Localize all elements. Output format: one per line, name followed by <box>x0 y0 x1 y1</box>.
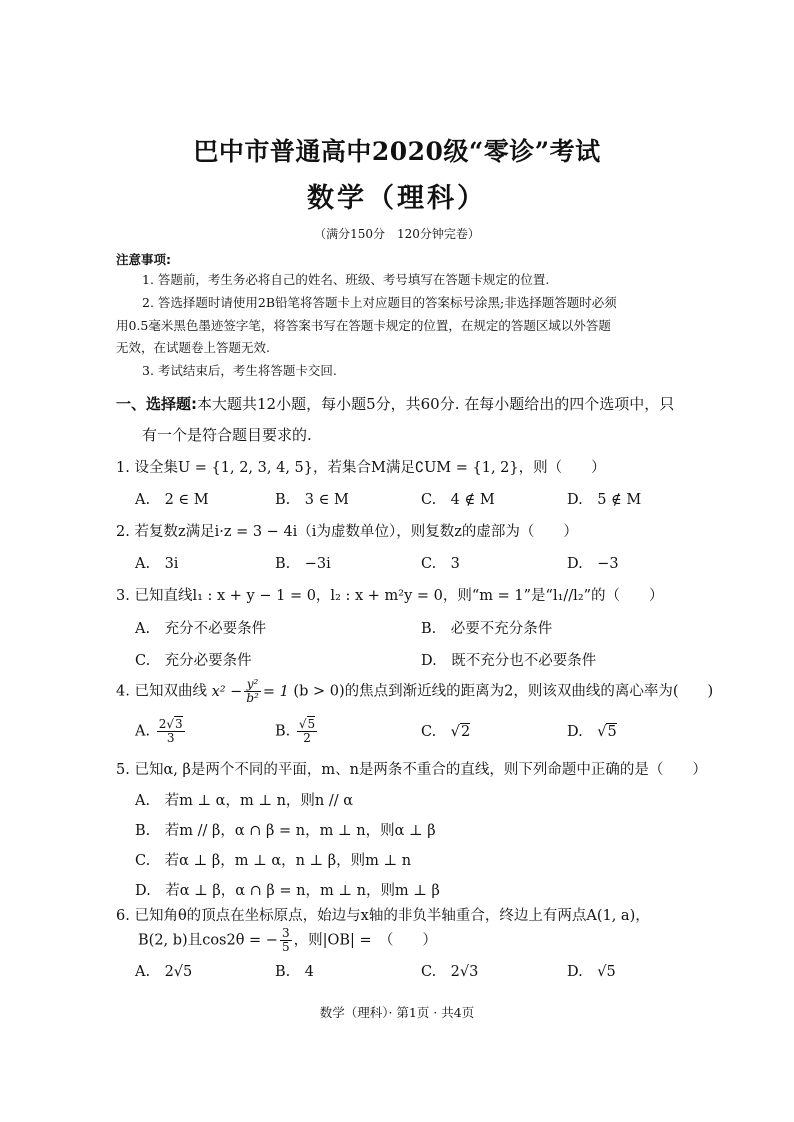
question-4 <box>116 678 713 705</box>
question-number: 6. <box>116 908 130 924</box>
question-2 <box>116 520 578 541</box>
option-a: A. 3i <box>135 556 179 572</box>
option-d: D. 5 ∉ M <box>567 492 642 508</box>
option-d: D. −3 <box>567 556 619 572</box>
hyperbola-equation: x² − $\frac{\text{y²}}{\text{b²}}$ = 1 <box>211 677 289 705</box>
question-number: 3. <box>116 588 130 604</box>
option-c: C. 3 <box>421 556 460 572</box>
option-c: C. 充分必要条件 <box>135 653 252 669</box>
question-stem: 已知α, β是两个不同的平面，m、n是两条不重合的直线，则下列命题中正确的是（ ） <box>134 762 707 778</box>
question-stem-end: (b > 0)的焦点到渐近线的距离为2，则该双曲线的离心率为( ) <box>293 683 714 700</box>
question-6 <box>116 904 650 925</box>
question-5 <box>116 758 707 779</box>
question-stem: 已知直线l₁ : x + y − 1 = 0，l₂ : x + m²y = 0，则“m = 1”是“l₁//l₂”的（ ） <box>134 588 664 604</box>
question-stem: 已知双曲线 <box>134 683 207 700</box>
option-b: B. $\frac{√5}{2}$ <box>275 717 316 745</box>
option-b: B. 若m // β，α ∩ β = n，m ⊥ n，则α ⊥ β <box>135 823 436 839</box>
option-c: C. √2 <box>421 724 471 740</box>
option-a: A. $\frac{2√3}{3}$ <box>135 717 183 745</box>
question-6-line2: B(2, b)且cos2θ = − $\frac{3}{5}$ ，则|OB| = （ ） <box>138 926 437 954</box>
exam-title: 巴中市普通高中2020级“零诊”考试 <box>193 137 601 166</box>
question-number: 1. <box>116 460 130 476</box>
question-stem: 已知角θ的顶点在坐标原点，始边与x轴的非负半轴重合，终边上有两点A(1, a)， <box>134 908 650 924</box>
option-d: D. √5 <box>567 724 617 740</box>
notice-item: 1. 答题前，考生务必将自己的姓名、班级、考号填写在答题卡规定的位置. <box>142 272 550 287</box>
question-3 <box>116 584 664 605</box>
option-d: D. 若α ⊥ β，α ∩ β = n，m ⊥ n，则m ⊥ β <box>135 883 440 899</box>
option-a: A. 2√5 <box>135 964 193 980</box>
subject-title: 数学（理科） <box>307 183 487 214</box>
exam-subtitle: （满分150分 120分钟完卷） <box>314 227 480 241</box>
question-number: 4. <box>116 683 130 700</box>
section-label: 一、选择题: <box>116 395 197 413</box>
question-number: 2. <box>116 524 130 540</box>
notice-item: 3. 考试结束后，考生将答题卡交回. <box>142 363 337 378</box>
option-a: A. 2 ∈ M <box>135 492 209 508</box>
section-desc: 本大题共12小题，每小题5分，共60分. 在每小题给出的四个选项中，只 <box>197 395 675 413</box>
option-a: A. 若m ⊥ α，m ⊥ n，则n // α <box>135 793 354 809</box>
option-b: B. 必要不充分条件 <box>421 621 553 637</box>
question-stem: 设全集U = {1, 2, 3, 4, 5}，若集合M满足∁UM = {1, 2}，则（ ） <box>134 460 606 476</box>
notice-item: 2. 答选择题时请使用2B铅笔将答题卡上对应题目的答案标号涂黑;非选择题答题时必须 <box>142 295 617 310</box>
notice-item: 用0.5毫米黑色墨迹签字笔，将答案书写在答题卡规定的位置，在规定的答题区域以外答题 <box>116 318 611 333</box>
notice-heading: 注意事项: <box>116 252 171 267</box>
option-a: A. 充分不必要条件 <box>135 621 267 637</box>
option-b: B. −3i <box>275 556 331 572</box>
question-stem: 若复数z满足i·z = 3 − 4i（i为虚数单位），则复数z的虚部为（ ） <box>134 524 578 540</box>
option-c: C. 若α ⊥ β，m ⊥ α，n ⊥ β，则m ⊥ n <box>135 853 412 869</box>
option-c: C. 4 ∉ M <box>421 492 495 508</box>
option-c: C. 2√3 <box>421 964 479 980</box>
page-footer: 数学（理科）· 第1页 · 共4页 <box>319 1005 475 1020</box>
question-1 <box>116 456 606 477</box>
section-heading <box>116 393 674 414</box>
option-d: D. 既不充分也不必要条件 <box>421 653 597 669</box>
option-b: B. 4 <box>275 964 314 980</box>
section-desc-2: 有一个是符合题目要求的. <box>142 426 312 444</box>
option-b: B. 3 ∈ M <box>275 492 349 508</box>
option-d: D. √5 <box>567 964 616 980</box>
question-number: 5. <box>116 762 130 778</box>
notice-item: 无效，在试题卷上答题无效. <box>116 340 270 355</box>
